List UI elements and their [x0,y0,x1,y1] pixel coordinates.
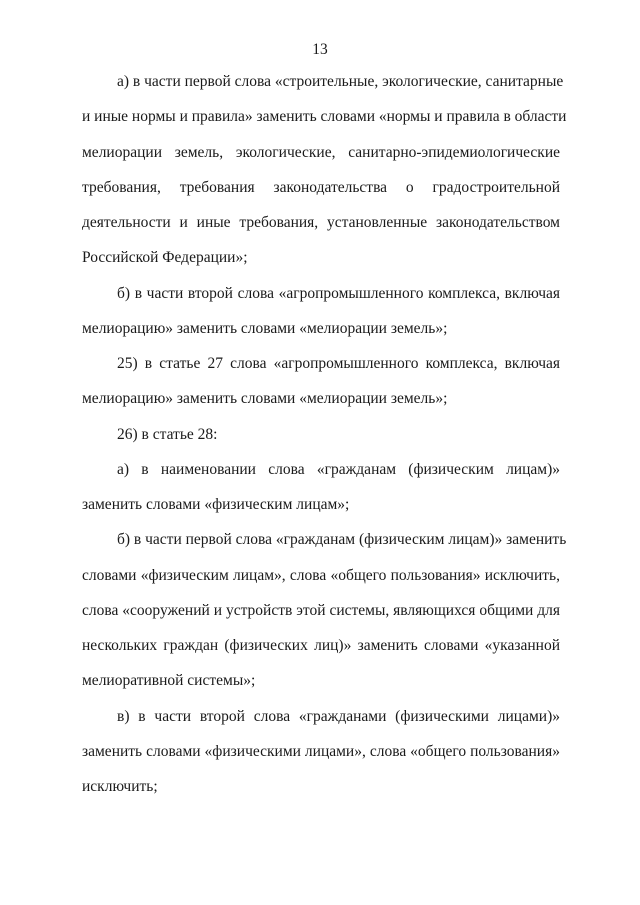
text-line: б) в части первой слова «гражданам (физическим лицам)» заменить [117,531,567,548]
text-line: исключить; [82,778,158,795]
text-line: б) в части второй слова «агропромышленного комплекса, включая [117,285,560,302]
text-line: заменить словами «физическим лицам»; [82,496,350,513]
text-line: слова «сооружений и устройств этой системы, являющихся общими для [82,602,560,619]
text-line: мелиорацию» заменить словами «мелиорации земель»; [82,390,448,407]
text-line: мелиорацию» заменить словами «мелиорации земель»; [82,320,448,337]
text-line: мелиорации земель, экологические, санитарно-эпидемиологические [82,144,560,161]
text-line: заменить словами «физическими лицами», слова «общего пользования» [82,743,560,760]
text-line: мелиоративной системы»; [82,672,256,689]
page-number: 13 [312,41,328,58]
text-line: требования, требования законодательства о градостроительной [82,179,560,196]
text-line: а) в наименовании слова «гражданам (физическим лицам)» [117,461,560,478]
text-line: 26) в статье 28: [117,426,218,443]
text-line: Российской Федерации»; [82,249,248,266]
text-line: а) в части первой слова «строительные, экологические, санитарные [117,73,564,90]
text-line: деятельности и иные требования, установленные законодательством [82,214,560,231]
text-line: 25) в статье 27 слова «агропромышленного комплекса, включая [117,355,560,372]
text-line: нескольких граждан (физических лиц)» заменить словами «указанной [82,637,560,654]
text-line: в) в части второй слова «гражданами (физическими лицами)» [117,708,560,725]
text-line: и иные нормы и правила» заменить словами «нормы и правила в области [82,108,567,125]
text-line: словами «физическим лицам», слова «общего пользования» исключить, [82,567,560,584]
